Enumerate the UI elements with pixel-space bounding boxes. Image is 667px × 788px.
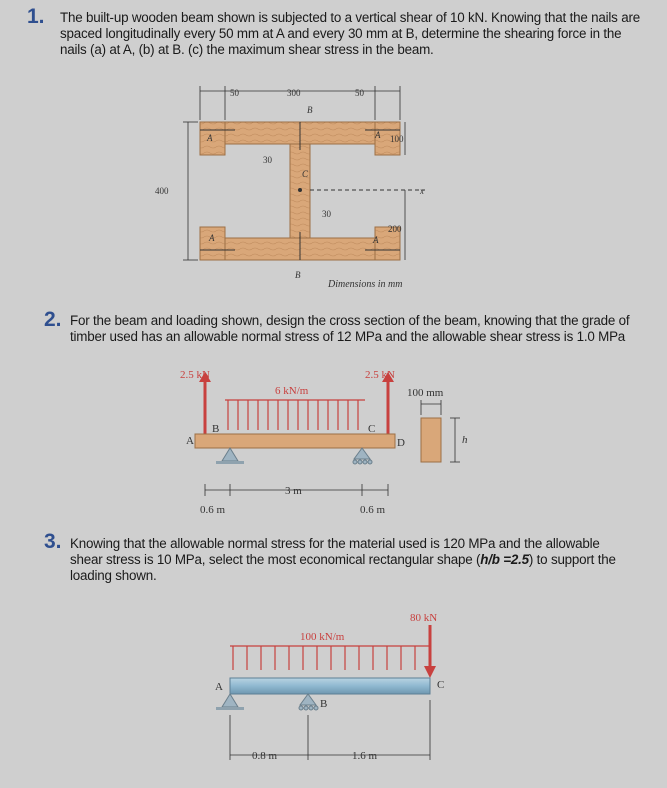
point-load-label: 80 kN: [410, 612, 438, 624]
label-A-bottom-left: A: [209, 233, 215, 243]
problem-3-text: [70, 536, 630, 584]
label-C-3: C: [437, 679, 445, 691]
dim-30-flange: 30: [263, 155, 272, 165]
problem-1-figure: [150, 80, 480, 295]
problem-2-text: For the beam and loading shown, design the cross section of the beam, knowing that the grade of timber used has an allowable normal stress of 12 MPa and the allowable shear stress is 1.0 MPa: [70, 313, 630, 344]
beam-3: [230, 678, 430, 694]
label-x: x: [420, 186, 424, 196]
beam-2: [195, 434, 395, 448]
problem-3-figure: [200, 600, 460, 775]
dim-300: 300: [287, 88, 301, 98]
label-C: C: [368, 423, 376, 435]
dim-100: 100: [390, 134, 404, 144]
problem-3-number: 3.: [44, 530, 62, 553]
dim-50-left: 50: [230, 88, 239, 98]
label-A-bottom-right: A: [373, 235, 379, 245]
span-left-3: 0.8 m: [252, 750, 278, 762]
label-B: B: [212, 423, 220, 435]
problem-3-ratio: h/b =2.5: [480, 552, 529, 567]
dim-30-web: 30: [322, 209, 331, 219]
top-left-block: [200, 122, 225, 155]
dim-50-right: 50: [355, 88, 364, 98]
load-right: 2.5 kN: [365, 369, 395, 381]
cross-section: [421, 418, 441, 462]
distributed-load-arrows-3: [233, 646, 415, 670]
label-B-3: B: [320, 698, 328, 710]
problem-1-number: 1.: [27, 5, 45, 28]
label-A-top-left: A: [207, 133, 213, 143]
span-right-3: 1.6 m: [352, 750, 378, 762]
problem-2-number: 2.: [44, 308, 62, 331]
problem-3-text-part1: Knowing that the allowable normal stress for the material used is 120 MPa and the allowable shear stress is 10 MPa, select the most economical rectangular shape (: [70, 536, 600, 567]
dist-load-label: 6 kN/m: [275, 385, 309, 397]
label-A-top-right: A: [375, 130, 381, 140]
load-left: 2.5 kN: [180, 369, 210, 381]
label-A-3: A: [215, 681, 223, 693]
problem-1-text: The built-up wooden beam shown is subjected to a vertical shear of 10 kN. Knowing that the nails are spaced longitudinally every 50 mm at A and every 30 mm at B, determine the shearing force in the nails (a) at A, (b) at B. (c) the maximum shear stress in the beam.: [60, 10, 640, 57]
support-B: [299, 694, 318, 710]
support-A: [222, 694, 238, 707]
problem-3-text-part2: ) to support the loading shown.: [70, 552, 616, 583]
label-h: h: [462, 434, 468, 446]
width-label: 100 mm: [407, 387, 444, 399]
distributed-load-arrows: [228, 400, 358, 430]
span-left: 0.6 m: [200, 504, 226, 516]
span-mid: 3 m: [285, 485, 302, 497]
label-B-bottom: B: [295, 270, 301, 280]
span-right: 0.6 m: [360, 504, 386, 516]
problem-2-figure: [170, 360, 480, 520]
label-A: A: [186, 435, 194, 447]
label-D: D: [397, 437, 405, 449]
caption: Dimensions in mm: [328, 279, 403, 290]
label-B-top: B: [307, 105, 313, 115]
support-C: [353, 448, 372, 464]
dim-400: 400: [155, 186, 169, 196]
dim-200: 200: [388, 224, 402, 234]
dist-load-label-3: 100 kN/m: [300, 631, 345, 643]
bottom-left-block: [200, 227, 225, 260]
support-B: [222, 448, 238, 461]
label-C: C: [302, 169, 309, 179]
